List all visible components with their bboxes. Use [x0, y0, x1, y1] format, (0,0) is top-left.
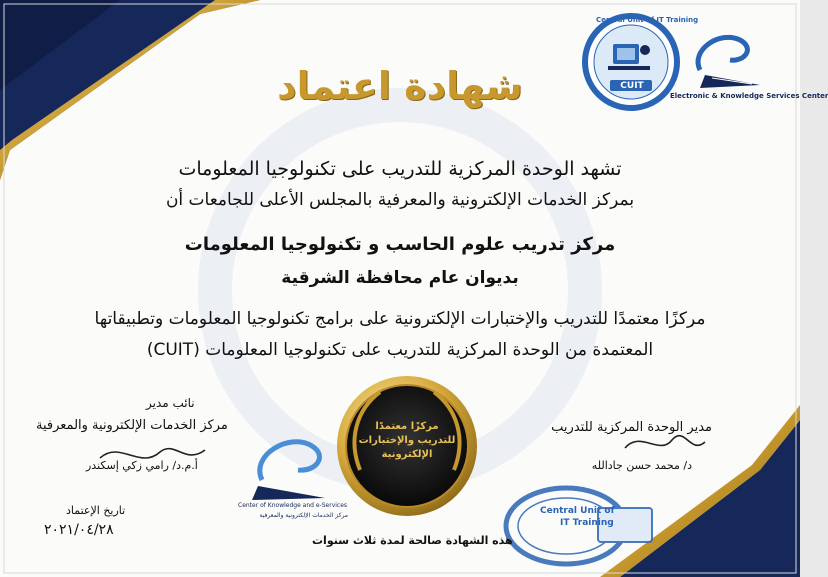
stamp-text-2: IT Training [560, 518, 614, 528]
date-value: ٢٠٢١/٠٤/٢٨ [44, 522, 114, 538]
left-signatory-title-2: مركز الخدمات الإلكترونية والمعرفية [36, 418, 228, 433]
cuit-logo [585, 16, 699, 108]
eksc-bottom-ar: مركز الخدمات الإلكترونية والمعرفية [259, 512, 348, 519]
center-name: مركز تدريب علوم الحاسب و تكنولوجيا المعلومات [184, 234, 616, 255]
eksc-bottom-en: Center of Knowledge and e-Services [238, 502, 348, 509]
date-label: تاريخ الإعتماد [66, 504, 126, 517]
cuit-arc-text: Central Unit of IT Training [596, 16, 699, 24]
seal-text-1: مركزًا معتمدًا [375, 421, 439, 432]
statement-line-2: المعتمدة من الوحدة المركزية للتدريب على تكنولوجيا المعلومات (CUIT) [146, 340, 654, 360]
cuit-abbr: CUIT [620, 81, 644, 91]
validity-note: هذه الشهادة صالحة لمدة ثلاث سنوات [312, 534, 513, 547]
left-signatory-name: أ.م.د/ رامي زكي إسكندر [86, 459, 198, 472]
certificate-title: شهادة اعتماد [277, 64, 523, 108]
seal-text [357, 420, 457, 462]
intro-line-2: بمركز الخدمات الإلكترونية والمعرفية بالمجلس الأعلى للجامعات أن [165, 190, 635, 210]
right-signatory-title: مدير الوحدة المركزية للتدريب [551, 420, 712, 435]
signature-left [100, 449, 205, 458]
left-signatory-title-1: نائب مدير [146, 396, 195, 410]
center-location: بديوان عام محافظة الشرقية [281, 268, 519, 288]
stamp-text-1: Central Unit of [540, 506, 615, 516]
seal-text-2: للتدريب والإختبارات [358, 435, 456, 446]
intro-line-1: تشهد الوحدة المركزية للتدريب على تكنولوجيا المعلومات [178, 158, 622, 180]
seal-text-3: الإلكترونية [381, 449, 433, 460]
right-signatory-name: د/ محمد حسن جادالله [591, 459, 692, 472]
eksc-caption: Electronic & Knowledge Services Center [670, 92, 828, 100]
eksc-logo [698, 37, 760, 88]
statement-line-1: مركزًا معتمدًا للتدريب والإختبارات الإلكترونية على برامج تكنولوجيا المعلومات وتطبيقاتها [94, 309, 706, 329]
signature-right [625, 436, 705, 448]
